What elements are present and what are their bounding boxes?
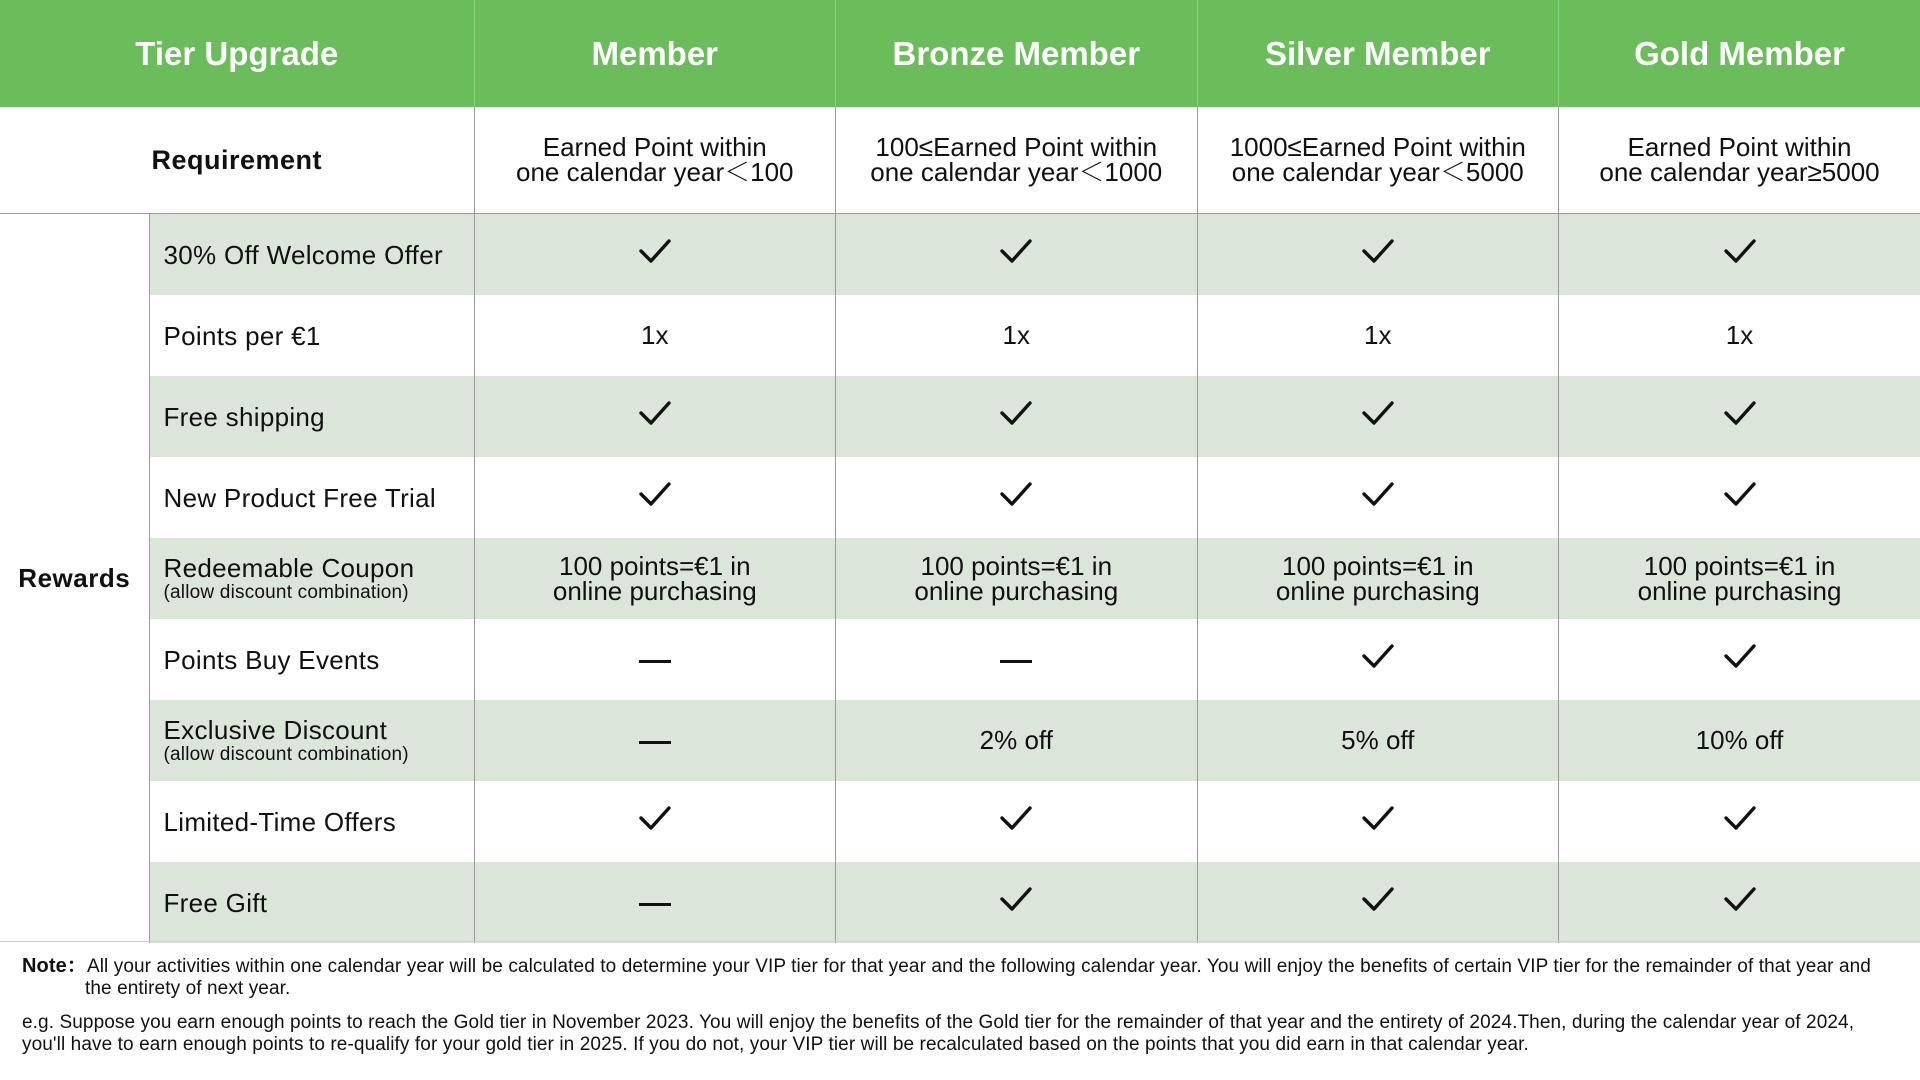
rewards-group-label: Rewards [0,214,149,944]
reward-label [149,619,474,700]
reward-cell-bronze [836,214,1198,296]
requirement-bronze [836,107,1198,214]
reward-cell-silver [1197,214,1559,296]
header-gold-member: Gold Member [1559,0,1920,107]
reward-cell-member [474,862,836,943]
example-paragraph: e.g. Suppose you earn enough points to reach the Gold tier in November 2023. You will enjoy the benefits of the Gold tier for the remainder of that year and the entirety of 2024.Then, during the calendar year of 2024, you'll have to earn enough points to re-qualify for your gold tier in 2025. If you do not, your VIP tier will be recalculated based on the points that you did earn in that calendar year. [22,1012,1855,1055]
check-icon [1723,804,1757,832]
reward-cell-silver [1197,538,1559,619]
requirement-label [0,107,474,214]
reward-cell-gold [1559,295,1920,376]
check-icon [1361,885,1395,913]
requirement-line-2: one calendar year≥5000 [1599,157,1880,187]
check-icon [638,237,672,265]
header-row [0,0,1920,107]
dash-icon [639,903,671,906]
reward-value-line: online purchasing [914,575,1119,606]
requirement-line-2: one calendar year＜100 [516,157,794,187]
check-icon [1361,804,1395,832]
requirement-line-1: 1000≤Earned Point within [1229,132,1526,162]
reward-cell-gold [1559,457,1920,538]
reward-cell-silver [1197,700,1559,781]
note-label: Note： [22,955,87,977]
check-icon [638,804,672,832]
reward-value: 5% off [1341,725,1415,755]
notes-section [22,955,1902,1056]
reward-cell-silver [1197,457,1559,538]
reward-name: Exclusive Discount [163,714,388,745]
reward-value-line: 100 points=€1 in [1643,550,1836,581]
reward-cell-member [474,538,836,619]
reward-name: New Product Free Trial [163,482,436,513]
reward-label [149,295,474,376]
reward-name: Free Gift [163,887,268,918]
reward-cell-gold [1559,376,1920,457]
check-icon [1361,480,1395,508]
reward-row [0,619,1920,700]
reward-label [149,376,474,457]
note-paragraph [22,955,1902,1000]
header-tier-upgrade: Tier Upgrade [0,0,474,107]
reward-cell-gold [1559,700,1920,781]
reward-cell-member [474,457,836,538]
note-text: All your activities within one calendar year will be calculated to determine your VIP tier for that year and the following calendar year. You will enjoy the benefits of certain VIP tier for the remainder of that year and the entirety of next year. [85,956,1871,999]
reward-cell-silver [1197,376,1559,457]
reward-cell-bronze [836,376,1198,457]
reward-value-line: online purchasing [1275,575,1480,606]
reward-cell-bronze [836,295,1198,376]
reward-cell-member [474,295,836,376]
reward-value-line: 100 points=€1 in [1281,550,1474,581]
reward-note: (allow discount combination) [163,743,409,765]
reward-cell-member [474,214,836,296]
reward-cell-member [474,376,836,457]
requirement-member [474,107,836,214]
reward-note: (allow discount combination) [163,581,409,603]
reward-row [0,700,1920,781]
check-icon [1723,480,1757,508]
reward-value-line: online purchasing [552,575,757,606]
reward-cell-gold [1559,619,1920,700]
reward-name: Limited-Time Offers [163,806,397,837]
reward-label [149,538,474,619]
header-silver-member: Silver Member [1197,0,1559,107]
reward-row [0,295,1920,376]
reward-cell-gold [1559,781,1920,862]
header-bronze-member: Bronze Member [836,0,1198,107]
check-icon [1723,885,1757,913]
reward-label [149,457,474,538]
reward-row [0,214,1920,296]
requirement-row [0,107,1920,214]
reward-cell-bronze [836,700,1198,781]
reward-value: 1x [1002,320,1030,350]
reward-cell-silver [1197,295,1559,376]
reward-value: 2% off [979,725,1053,755]
reward-cell-bronze [836,862,1198,943]
check-icon [1361,399,1395,427]
reward-name: Points Buy Events [163,644,380,675]
check-icon [638,399,672,427]
reward-cell-silver [1197,862,1559,943]
reward-name: Points per €1 [163,320,321,351]
reward-row [0,376,1920,457]
reward-value: 1x [1364,320,1392,350]
requirement-line-1: Earned Point within [1627,132,1852,162]
check-icon [999,480,1033,508]
reward-value: 1x [1725,320,1754,350]
reward-cell-bronze [836,538,1198,619]
reward-value: 1x [641,320,669,350]
reward-value-line: 100 points=€1 in [920,550,1113,581]
header-member: Member [474,0,836,107]
dash-icon [639,660,671,663]
reward-value-line: 100 points=€1 in [558,550,751,581]
check-icon [638,480,672,508]
check-icon [999,399,1033,427]
reward-row [0,862,1920,943]
check-icon [1361,642,1395,670]
reward-name: 30% Off Welcome Offer [163,239,443,270]
requirement-line-1: Earned Point within [542,132,767,162]
reward-cell-member [474,700,836,781]
reward-cell-member [474,619,836,700]
reward-cell-member [474,781,836,862]
reward-cell-bronze [836,619,1198,700]
reward-label [149,214,474,296]
requirement-silver [1197,107,1559,214]
reward-row [0,538,1920,619]
reward-cell-gold [1559,538,1920,619]
reward-cell-bronze [836,457,1198,538]
check-icon [1723,642,1757,670]
reward-row [0,457,1920,538]
reward-row [0,781,1920,862]
reward-value: 10% off [1695,725,1784,755]
reward-name: Redeemable Coupon [163,552,415,583]
reward-label [149,700,474,781]
reward-cell-silver [1197,781,1559,862]
requirement-gold [1559,107,1920,214]
reward-cell-gold [1559,214,1920,296]
check-icon [1361,237,1395,265]
reward-label [149,781,474,862]
table-bottom-divider [0,941,1920,942]
reward-cell-bronze [836,781,1198,862]
requirement-line-1: 100≤Earned Point within [875,132,1158,162]
check-icon [1723,399,1757,427]
requirement-label-text: Requirement [151,144,323,175]
check-icon [999,804,1033,832]
check-icon [999,885,1033,913]
check-icon [999,237,1033,265]
dash-icon [639,741,671,744]
reward-cell-gold [1559,862,1920,943]
reward-cell-silver [1197,619,1559,700]
reward-value-line: online purchasing [1637,575,1842,606]
dash-icon [1000,660,1032,663]
requirement-line-2: one calendar year＜1000 [870,157,1163,187]
check-icon [1723,237,1757,265]
reward-label [149,862,474,943]
requirement-line-2: one calendar year＜5000 [1231,157,1524,187]
reward-name: Free shipping [163,401,325,432]
